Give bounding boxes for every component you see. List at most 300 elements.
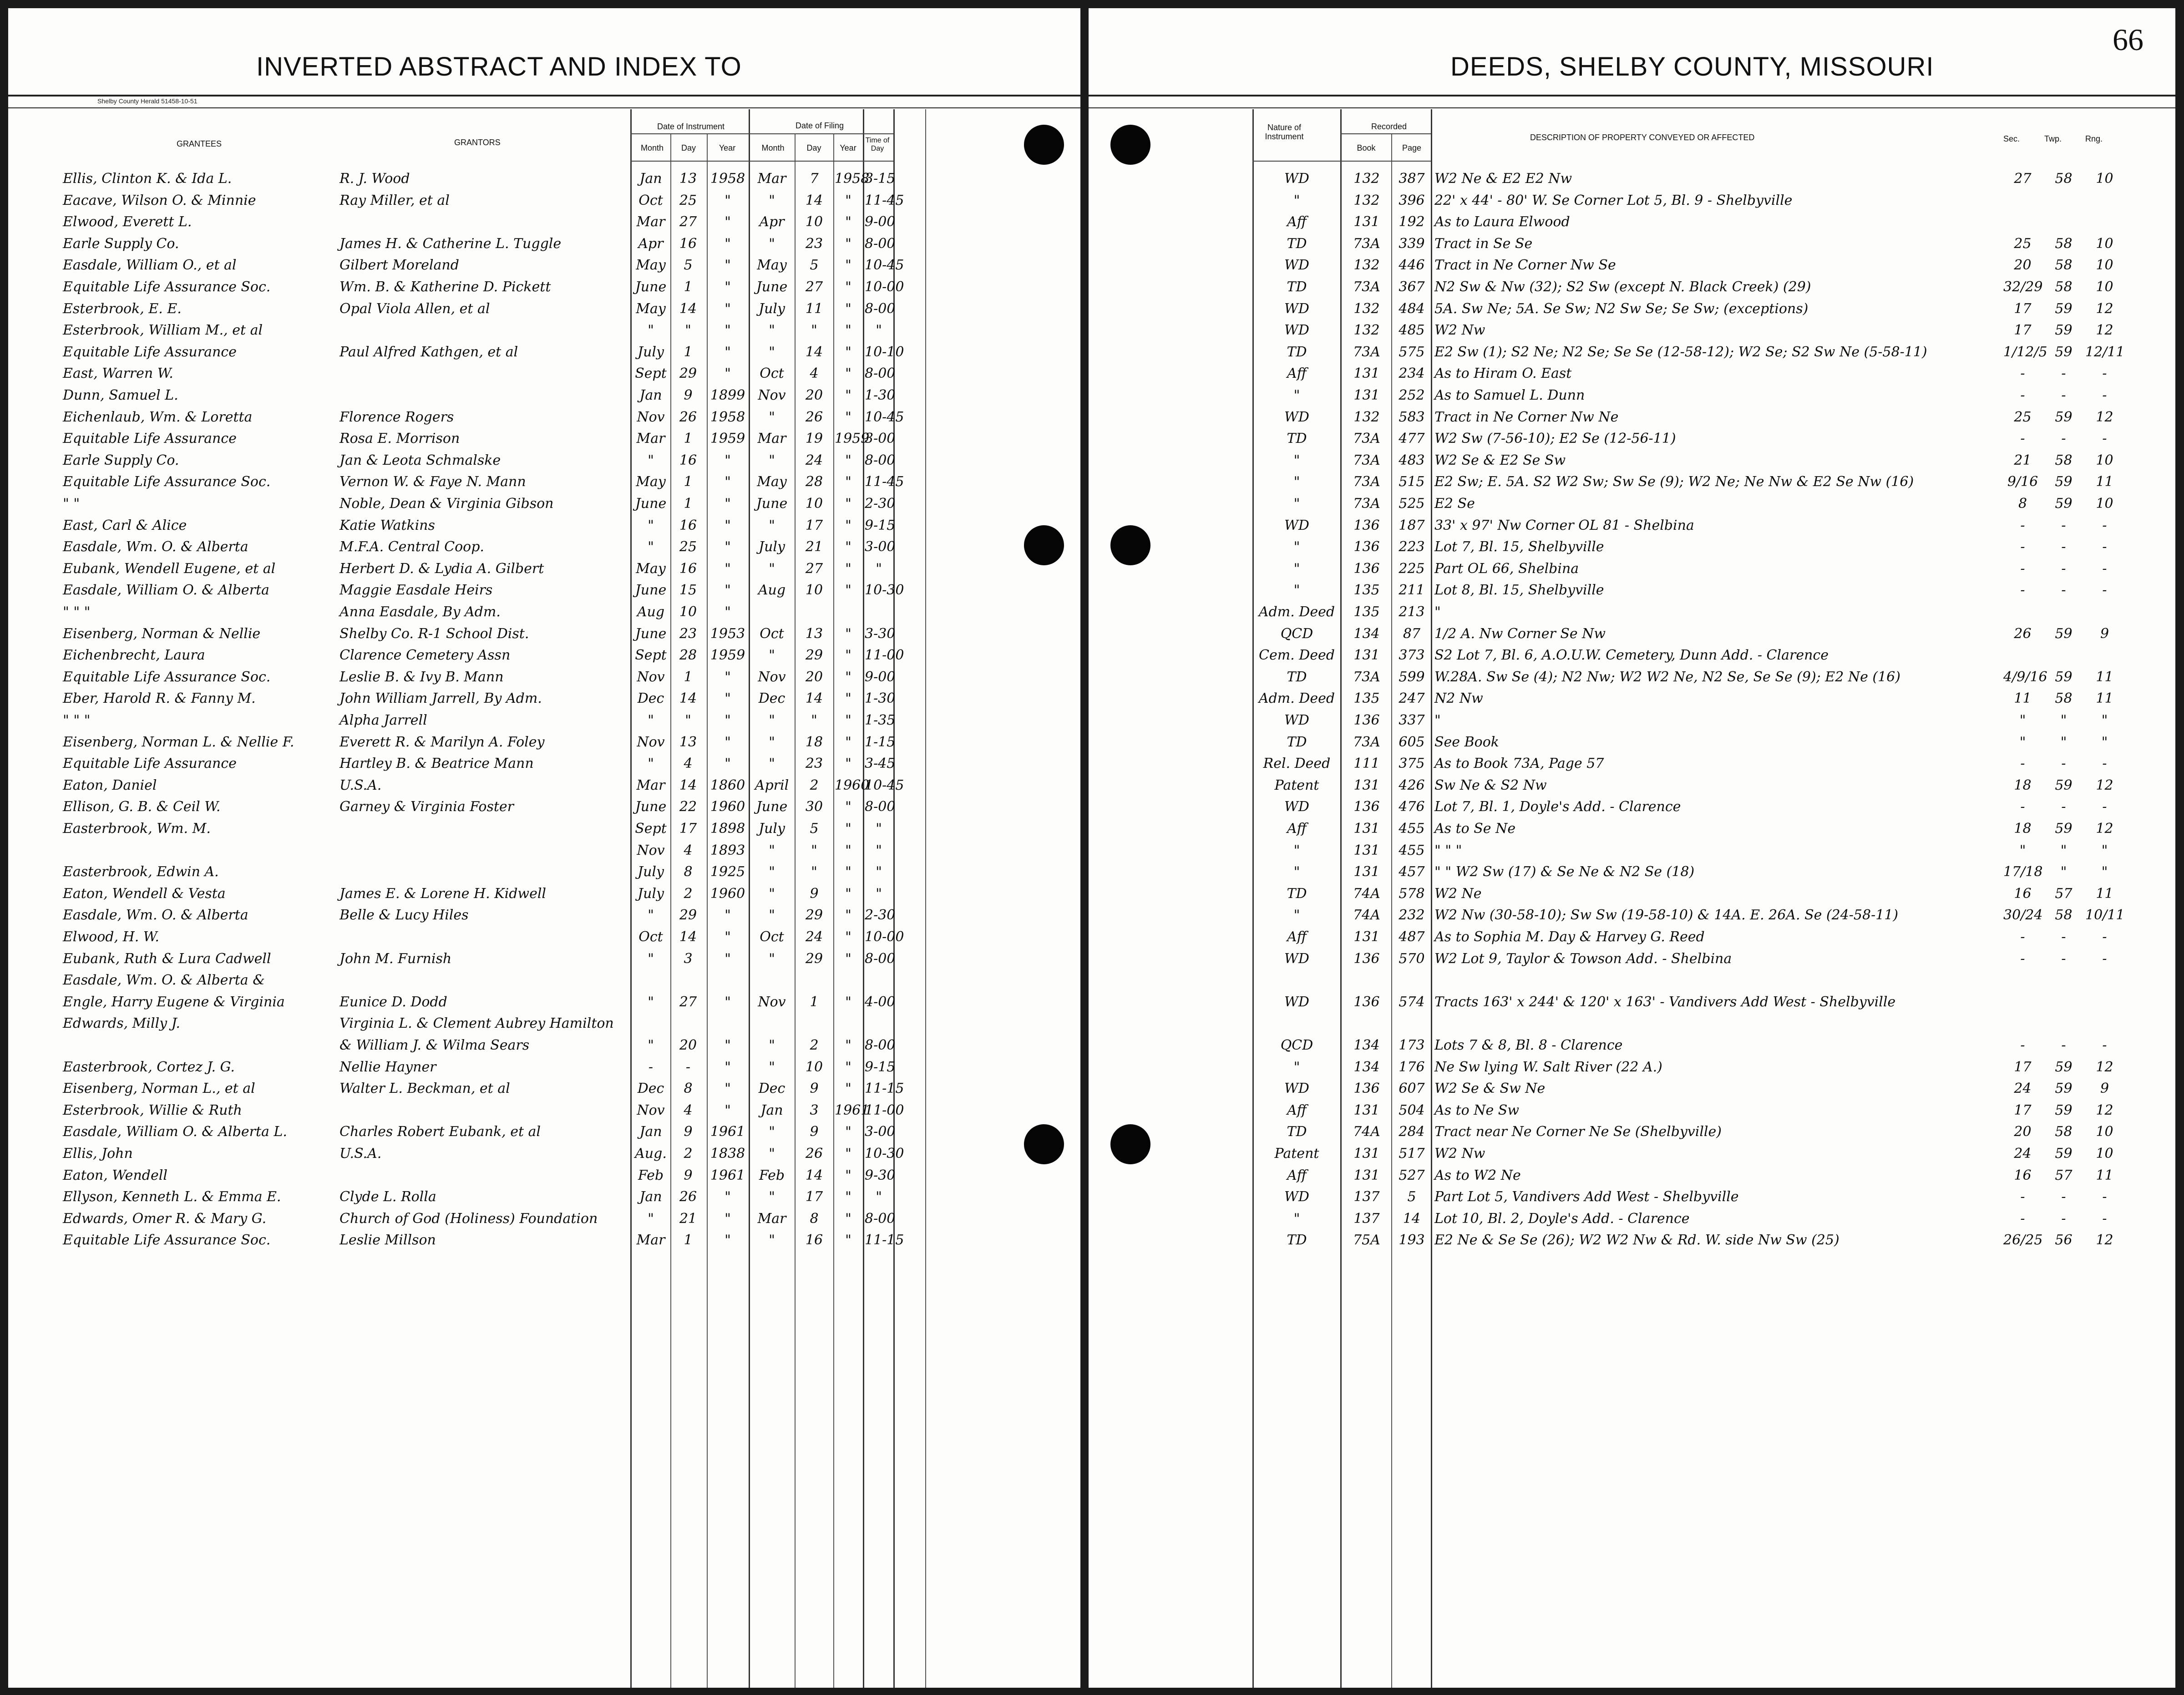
- filing-day: ": [811, 322, 817, 339]
- township: 56: [2055, 1232, 2073, 1248]
- filing-time: ": [876, 821, 882, 837]
- left-page-title: INVERTED ABSTRACT AND INDEX TO: [256, 52, 742, 81]
- col-header-inst-day: Day: [681, 143, 696, 152]
- instrument-day: 9: [684, 387, 693, 403]
- instrument-nature: Aff: [1287, 365, 1307, 382]
- range: -: [2102, 950, 2107, 967]
- filing-day: 29: [805, 950, 823, 967]
- range: ": [2101, 712, 2108, 728]
- township: 59: [2055, 1102, 2073, 1118]
- property-description: Tract in Ne Corner Nw Ne: [1434, 409, 1619, 425]
- recorded-book: 131: [1353, 1102, 1380, 1118]
- filing-year: ": [845, 517, 851, 533]
- grantee-name: Earle Supply Co.: [63, 452, 179, 468]
- range: 12: [2096, 1059, 2113, 1075]
- instrument-month: Mar: [636, 214, 665, 230]
- filing-time: 11-45: [865, 474, 904, 490]
- section: -: [2020, 365, 2025, 382]
- instrument-nature: ": [1293, 452, 1300, 468]
- instrument-month: Sept: [635, 365, 667, 382]
- township: ": [2060, 864, 2067, 880]
- header-subrule: [1340, 133, 1431, 134]
- property-description: Tract near Ne Corner Ne Se (Shelbyville): [1434, 1124, 1722, 1140]
- recorded-book: 132: [1353, 322, 1380, 339]
- property-description: 22' x 44' - 80' W. Se Corner Lot 5, Bl. 9 - Shelbyville: [1434, 192, 1793, 208]
- property-description: W2 Ne: [1434, 885, 1482, 902]
- grantee-name: Elwood, H. W.: [63, 929, 159, 945]
- ledger-row: [8, 622, 1080, 644]
- instrument-month: Sept: [635, 821, 667, 837]
- ledger-row: [8, 751, 1080, 773]
- filing-month: ": [769, 950, 775, 967]
- section: 20: [2014, 1124, 2032, 1140]
- recorded-page: 225: [1399, 560, 1425, 577]
- col-header-inst-month: Month: [640, 143, 664, 152]
- recorded-page: 247: [1399, 690, 1425, 707]
- grantee-name: Dunn, Samuel L.: [63, 387, 178, 403]
- ledger-row: [8, 1011, 1080, 1033]
- grantee-name: " ": [63, 496, 80, 512]
- filing-month: ": [769, 452, 775, 468]
- left-ledger-page: [8, 8, 1080, 1688]
- filing-day: 10: [805, 496, 823, 512]
- township: -: [2061, 517, 2066, 533]
- filing-time: 2-30: [865, 907, 896, 924]
- ledger-row: [8, 297, 1080, 319]
- ledger-row: [1089, 535, 2175, 557]
- instrument-month: Nov: [637, 842, 665, 858]
- grantor-name: Herbert D. & Lydia A. Gilbert: [340, 560, 544, 577]
- instrument-nature: TD: [1287, 431, 1307, 447]
- filing-time: 1-35: [865, 712, 896, 728]
- property-description: Part OL 66, Shelbina: [1434, 560, 1579, 577]
- section: 18: [2014, 777, 2032, 793]
- property-description: Lot 7, Bl. 15, Shelbyville: [1434, 539, 1604, 555]
- grantor-name: Church of God (Holiness) Foundation: [340, 1210, 598, 1227]
- filing-day: 4: [810, 365, 819, 382]
- instrument-nature: Patent: [1274, 777, 1319, 793]
- ledger-row: [1089, 297, 2175, 319]
- instrument-month: Dec: [637, 690, 664, 707]
- section: 17: [2014, 322, 2032, 339]
- filing-time: 1-30: [865, 690, 896, 707]
- filing-month: Jan: [760, 1102, 783, 1118]
- recorded-book: 136: [1353, 1081, 1380, 1097]
- section: 8: [2018, 496, 2027, 512]
- instrument-day: 28: [679, 647, 697, 664]
- township: -: [2061, 799, 2066, 815]
- range: 11: [2096, 1167, 2113, 1183]
- instrument-year: ": [725, 539, 731, 555]
- grantee-name: Equitable Life Assurance: [63, 431, 237, 447]
- property-description: E2 Se: [1434, 496, 1475, 512]
- instrument-nature: QCD: [1280, 625, 1313, 642]
- ledger-row: [8, 210, 1080, 232]
- ledger-row: [8, 448, 1080, 470]
- property-description: Part Lot 5, Vandivers Add West - Shelbyville: [1434, 1189, 1739, 1205]
- instrument-nature: TD: [1287, 1124, 1307, 1140]
- ledger-row: [8, 643, 1080, 665]
- instrument-month: ": [648, 950, 654, 967]
- filing-month: ": [769, 842, 775, 858]
- recorded-book: 73A: [1353, 279, 1380, 295]
- grantee-name: Equitable Life Assurance Soc.: [63, 669, 271, 685]
- section: ": [2019, 734, 2026, 750]
- recorded-page: 455: [1399, 821, 1425, 837]
- recorded-page: 187: [1399, 517, 1425, 533]
- recorded-book: 73A: [1353, 452, 1380, 468]
- property-description: As to Laura Elwood: [1434, 214, 1570, 230]
- filing-day: 17: [805, 517, 823, 533]
- instrument-nature: TD: [1287, 235, 1307, 252]
- recorded-page: 487: [1399, 929, 1425, 945]
- ledger-row: [8, 838, 1080, 860]
- range: 10: [2096, 235, 2113, 252]
- recorded-page: 337: [1399, 712, 1425, 728]
- filing-time: 10-00: [865, 279, 904, 295]
- instrument-day: 1: [684, 279, 693, 295]
- grantee-name: Easterbrook, Edwin A.: [63, 864, 219, 880]
- recorded-page: 5: [1407, 1189, 1416, 1205]
- ledger-row: [1089, 1120, 2175, 1142]
- instrument-year: ": [725, 192, 731, 208]
- instrument-year: ": [725, 496, 731, 512]
- instrument-month: June: [635, 496, 667, 512]
- filing-day: 13: [805, 625, 823, 642]
- property-description: " " W2 Sw (17) & Se Ne & N2 Se (18): [1434, 864, 1695, 880]
- grantor-name: Alpha Jarrell: [340, 712, 427, 728]
- filing-time: 8-00: [865, 950, 896, 967]
- filing-year: ": [845, 322, 851, 339]
- filing-month: Nov: [758, 994, 786, 1010]
- filing-day: 14: [805, 690, 823, 707]
- instrument-day: 5: [684, 257, 693, 274]
- instrument-nature: Aff: [1287, 214, 1307, 230]
- instrument-year: ": [725, 279, 731, 295]
- recorded-page: 213: [1399, 604, 1425, 620]
- property-description: W2 Se & Sw Ne: [1434, 1081, 1546, 1097]
- instrument-day: 16: [679, 560, 697, 577]
- filing-year: ": [845, 864, 851, 880]
- grantee-name: Eubank, Wendell Eugene, et al: [63, 560, 276, 577]
- grantee-name: Eisenberg, Norman & Nellie: [63, 625, 261, 642]
- instrument-day: 25: [679, 539, 697, 555]
- grantor-name: Katie Watkins: [340, 517, 435, 533]
- range: 12/11: [2085, 344, 2125, 360]
- township: 59: [2055, 777, 2073, 793]
- filing-month: July: [759, 821, 785, 837]
- grantee-name: Eber, Harold R. & Fanny M.: [63, 690, 256, 707]
- instrument-day: 25: [679, 192, 697, 208]
- range: 12: [2096, 409, 2113, 425]
- grantor-name: Walter L. Beckman, et al: [340, 1081, 510, 1097]
- instrument-month: Jan: [639, 1124, 662, 1140]
- instrument-nature: ": [1293, 496, 1300, 512]
- instrument-month: May: [636, 560, 666, 577]
- section: 30/24: [2003, 907, 2043, 924]
- instrument-day: 21: [679, 1210, 697, 1227]
- instrument-nature: WD: [1284, 1189, 1309, 1205]
- section: -: [2020, 1037, 2025, 1053]
- filing-month: ": [769, 712, 775, 728]
- instrument-month: -: [648, 1059, 654, 1075]
- filing-time: 3-00: [865, 539, 896, 555]
- filing-year: ": [845, 582, 851, 599]
- ledger-row: [1089, 470, 2175, 492]
- ledger-row: [1089, 167, 2175, 188]
- filing-time: ": [876, 885, 882, 902]
- col-header-book: Book: [1357, 143, 1376, 152]
- recorded-page: 599: [1399, 669, 1425, 685]
- grantor-name: John William Jarrell, By Adm.: [340, 690, 542, 707]
- instrument-month: Nov: [637, 734, 665, 750]
- grantor-name: Noble, Dean & Virginia Gibson: [340, 496, 554, 512]
- filing-day: 7: [810, 171, 819, 187]
- instrument-month: Oct: [638, 192, 663, 208]
- grantor-name: James E. & Lorene H. Kidwell: [340, 885, 547, 902]
- ledger-row: [1089, 838, 2175, 860]
- recorded-book: 131: [1353, 1146, 1380, 1162]
- ledger-row: [8, 1033, 1080, 1055]
- instrument-day: 14: [679, 300, 697, 317]
- instrument-year: ": [725, 1059, 731, 1075]
- ledger-row: [1089, 1055, 2175, 1077]
- instrument-year: 1960: [710, 799, 745, 815]
- instrument-nature: WD: [1284, 517, 1309, 533]
- filing-month: ": [769, 322, 775, 339]
- filing-month: ": [769, 517, 775, 533]
- right-page-title: DEEDS, SHELBY COUNTY, MISSOURI: [1450, 52, 1934, 81]
- property-description: N2 Nw: [1434, 690, 1483, 707]
- grantee-name: Eisenberg, Norman L., et al: [63, 1081, 255, 1097]
- property-description: 33' x 97' Nw Corner OL 81 - Shelbina: [1434, 517, 1694, 533]
- instrument-month: June: [635, 279, 667, 295]
- ledger-row: [1089, 686, 2175, 708]
- grantee-name: Easdale, William O., et al: [63, 257, 237, 274]
- ledger-row: [8, 600, 1080, 622]
- section: 16: [2014, 885, 2032, 902]
- filing-day: 14: [805, 192, 823, 208]
- filing-year: ": [845, 344, 851, 360]
- range: -: [2102, 756, 2107, 772]
- recorded-page: 232: [1399, 907, 1425, 924]
- property-description: S2 Lot 7, Bl. 6, A.O.U.W. Cemetery, Dunn Add. - Clarence: [1434, 647, 1829, 664]
- recorded-page: 484: [1399, 300, 1425, 317]
- instrument-nature: WD: [1284, 1081, 1309, 1097]
- property-description: W2 Nw (30-58-10); Sw Sw (19-58-10) & 14A. E. 26A. Se (24-58-11): [1434, 907, 1899, 924]
- filing-time: 3-00: [865, 431, 896, 447]
- property-description: W2 Nw: [1434, 1146, 1485, 1162]
- filing-day: 3: [810, 1102, 819, 1118]
- instrument-month: Oct: [638, 929, 663, 945]
- township: -: [2061, 560, 2066, 577]
- filing-day: 24: [805, 452, 823, 468]
- township: 58: [2055, 279, 2073, 295]
- instrument-day: 1: [684, 1232, 693, 1248]
- recorded-page: 396: [1399, 192, 1425, 208]
- township: 58: [2055, 907, 2073, 924]
- township: -: [2061, 431, 2066, 447]
- filing-month: April: [755, 777, 789, 793]
- section: 26/25: [2003, 1232, 2043, 1248]
- filing-month: ": [769, 235, 775, 252]
- header-underline: [1252, 161, 1431, 162]
- ledger-row: [1089, 1207, 2175, 1228]
- filing-time: 3-15: [865, 171, 896, 187]
- filing-day: 23: [805, 756, 823, 772]
- township: 59: [2055, 1081, 2073, 1097]
- ledger-row: [1089, 860, 2175, 882]
- property-description: N2 Sw & Nw (32); S2 Sw (except N. Black Creek) (29): [1434, 279, 1811, 295]
- filing-day: 18: [805, 734, 823, 750]
- section: 18: [2014, 821, 2032, 837]
- grantor-name: R. J. Wood: [340, 171, 410, 187]
- ledger-row: [8, 275, 1080, 297]
- filing-day: 20: [805, 669, 823, 685]
- ledger-row: [1089, 968, 2175, 990]
- ledger-row: [8, 1207, 1080, 1228]
- section: -: [2020, 517, 2025, 533]
- ledger-row: [8, 882, 1080, 903]
- property-description: As to Se Ne: [1434, 821, 1516, 837]
- instrument-month: Sept: [635, 647, 667, 664]
- grantee-name: " " ": [63, 604, 91, 620]
- col-header-twp: Twp.: [2044, 134, 2062, 143]
- township: 59: [2055, 496, 2073, 512]
- instrument-month: Aug.: [635, 1146, 667, 1162]
- range: -: [2102, 1189, 2107, 1205]
- filing-day: ": [811, 712, 817, 728]
- ledger-row: [1089, 1228, 2175, 1250]
- grantee-name: East, Warren W.: [63, 365, 173, 382]
- instrument-day: 20: [679, 1037, 697, 1053]
- filing-month: Oct: [760, 929, 784, 945]
- filing-month: ": [769, 1037, 775, 1053]
- filing-year: 1960: [835, 777, 870, 793]
- filing-day: 5: [810, 821, 819, 837]
- instrument-year: ": [725, 1210, 731, 1227]
- property-description: W2 Sw (7-56-10); E2 Se (12-56-11): [1434, 431, 1676, 447]
- property-description: 1/2 A. Nw Corner Se Nw: [1434, 625, 1606, 642]
- ledger-row: [1089, 1098, 2175, 1120]
- filing-month: ": [769, 1232, 775, 1248]
- instrument-month: Apr: [638, 235, 664, 252]
- instrument-day: 29: [679, 907, 697, 924]
- recorded-page: 477: [1399, 431, 1425, 447]
- recorded-book: 135: [1353, 604, 1380, 620]
- filing-month: Dec: [758, 1081, 785, 1097]
- property-description: Ne Sw lying W. Salt River (22 A.): [1434, 1059, 1662, 1075]
- section: 25: [2014, 235, 2032, 252]
- township: 59: [2055, 625, 2073, 642]
- instrument-day: 17: [679, 821, 697, 837]
- grantor-name: M.F.A. Central Coop.: [340, 539, 484, 555]
- grantee-name: Ellison, G. B. & Ceil W.: [63, 799, 221, 815]
- recorded-book: 136: [1353, 712, 1380, 728]
- instrument-nature: Aff: [1287, 929, 1307, 945]
- header-rule: [1089, 95, 2175, 96]
- recorded-page: 173: [1399, 1037, 1425, 1053]
- grantor-name: Anna Easdale, By Adm.: [340, 604, 501, 620]
- col-header-description: DESCRIPTION OF PROPERTY CONVEYED OR AFFECTED: [1530, 133, 1755, 142]
- ledger-row: [1089, 513, 2175, 535]
- filing-day: 11: [805, 300, 823, 317]
- range: 11: [2096, 474, 2113, 490]
- filing-day: 29: [805, 647, 823, 664]
- filing-time: 8-00: [865, 365, 896, 382]
- filing-day: 9: [810, 885, 819, 902]
- township: ": [2060, 842, 2067, 858]
- filing-day: 23: [805, 235, 823, 252]
- grantee-name: Easdale, William O. & Alberta: [63, 582, 269, 599]
- instrument-month: June: [635, 625, 667, 642]
- ledger-row: [1089, 1185, 2175, 1207]
- col-header-time-of-day: Time of Day: [865, 137, 890, 152]
- instrument-day: 13: [679, 734, 697, 750]
- ledger-row: [1089, 578, 2175, 600]
- instrument-month: Jan: [639, 1189, 662, 1205]
- grantee-name: Equitable Life Assurance Soc.: [63, 474, 271, 490]
- township: 59: [2055, 669, 2073, 685]
- col-header-inst-year: Year: [719, 143, 736, 152]
- recorded-page: 455: [1399, 842, 1425, 858]
- grantor-name: Eunice D. Dodd: [340, 994, 447, 1010]
- filing-year: ": [845, 192, 851, 208]
- recorded-page: 375: [1399, 756, 1425, 772]
- filing-year: ": [845, 1146, 851, 1162]
- recorded-book: 75A: [1353, 1232, 1380, 1248]
- ledger-row: [1089, 665, 2175, 687]
- property-description: Tracts 163' x 244' & 120' x 163' - Vandivers Add West - Shelbyville: [1434, 994, 1896, 1010]
- township: -: [2061, 929, 2066, 945]
- instrument-month: ": [648, 539, 654, 555]
- ledger-row: [8, 470, 1080, 492]
- ledger-row: [1089, 643, 2175, 665]
- property-description: Lot 10, Bl. 2, Doyle's Add. - Clarence: [1434, 1210, 1690, 1227]
- filing-time: 8-00: [865, 452, 896, 468]
- section: 17/18: [2003, 864, 2043, 880]
- recorded-book: 131: [1353, 387, 1380, 403]
- instrument-day: 8: [684, 1081, 693, 1097]
- filing-time: 10-45: [865, 409, 904, 425]
- instrument-year: ": [725, 1102, 731, 1118]
- instrument-year: ": [725, 365, 731, 382]
- township: 59: [2055, 1146, 2073, 1162]
- grantee-name: Engle, Harry Eugene & Virginia: [63, 994, 285, 1010]
- ledger-row: [1089, 882, 2175, 903]
- filing-time: 3-30: [865, 625, 896, 642]
- col-header-rng: Rng.: [2085, 134, 2103, 143]
- instrument-day: 2: [684, 885, 693, 902]
- filing-year: ": [845, 821, 851, 837]
- instrument-month: ": [648, 452, 654, 468]
- publisher-imprint: Shelby County Herald 51458-10-51: [97, 97, 198, 105]
- recorded-book: 136: [1353, 994, 1380, 1010]
- instrument-day: 27: [679, 214, 697, 230]
- grantee-name: Equitable Life Assurance Soc.: [63, 1232, 271, 1248]
- grantee-name: Equitable Life Assurance Soc.: [63, 279, 271, 295]
- instrument-day: 1: [684, 669, 693, 685]
- filing-day: 8: [810, 1210, 819, 1227]
- col-header-grantees: GRANTEES: [177, 139, 222, 148]
- instrument-nature: WD: [1284, 300, 1309, 317]
- instrument-month: July: [638, 344, 664, 360]
- instrument-year: 1893: [710, 842, 745, 858]
- range: ": [2101, 842, 2108, 858]
- filing-time: 9-30: [865, 1167, 896, 1183]
- grantor-name: Virginia L. & Clement Aubrey Hamilton: [340, 1015, 614, 1032]
- filing-day: 29: [805, 907, 823, 924]
